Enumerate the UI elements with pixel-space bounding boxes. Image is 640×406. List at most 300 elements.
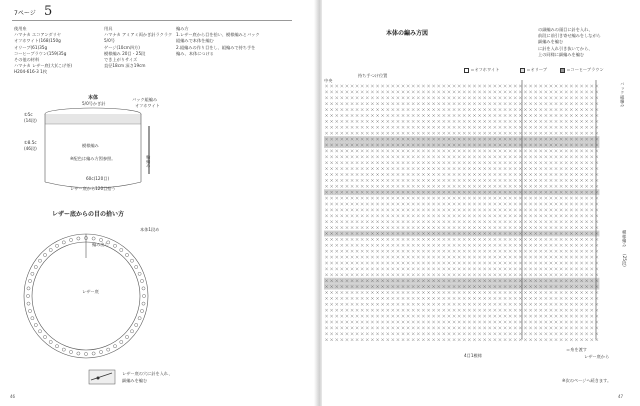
stitch-x bbox=[509, 203, 512, 206]
stitch-x bbox=[473, 114, 476, 117]
stitch-x bbox=[325, 256, 328, 259]
stitch-x bbox=[473, 244, 476, 247]
stitch-x bbox=[504, 161, 507, 164]
stitch-x bbox=[570, 226, 573, 229]
stitch-x bbox=[565, 156, 568, 159]
stitch-x bbox=[468, 102, 471, 105]
stitch-x bbox=[565, 114, 568, 117]
stitch-x bbox=[432, 85, 435, 88]
stitch-x bbox=[534, 338, 537, 341]
stitch-x bbox=[590, 256, 593, 259]
stitch-x bbox=[335, 197, 338, 200]
stitch-x bbox=[560, 91, 563, 94]
stitch-x bbox=[575, 167, 578, 170]
stitch-x bbox=[534, 120, 537, 123]
stitch-x bbox=[366, 321, 369, 324]
stitch-x bbox=[545, 315, 548, 318]
stitch-x bbox=[346, 132, 349, 135]
stitch-x bbox=[443, 244, 446, 247]
stitch-x bbox=[499, 321, 502, 324]
stitch-x bbox=[361, 244, 364, 247]
stitch-x bbox=[504, 268, 507, 271]
stitch-x bbox=[422, 209, 425, 212]
stitch-x bbox=[432, 315, 435, 318]
stitch-x bbox=[335, 91, 338, 94]
stitch-x bbox=[534, 244, 537, 247]
stitch-x bbox=[387, 321, 390, 324]
stitch-x bbox=[366, 238, 369, 241]
stitch-x bbox=[443, 132, 446, 135]
stitch-x bbox=[483, 108, 486, 111]
stitch-x bbox=[550, 297, 553, 300]
stitch-x bbox=[417, 85, 420, 88]
stitch-x bbox=[422, 156, 425, 159]
stitch-x bbox=[575, 268, 578, 271]
stitch-x bbox=[468, 321, 471, 324]
stitch-x bbox=[366, 209, 369, 212]
stitch-x bbox=[550, 156, 553, 159]
stitch-x bbox=[514, 291, 517, 294]
stitch-x bbox=[432, 132, 435, 135]
stitch-x bbox=[478, 321, 481, 324]
stitch-x bbox=[402, 309, 405, 312]
stitch-x bbox=[473, 262, 476, 265]
stitch-x bbox=[325, 114, 328, 117]
stitch-x bbox=[448, 209, 451, 212]
stitch-x bbox=[330, 238, 333, 241]
stitch-x bbox=[570, 291, 573, 294]
stitch-x bbox=[478, 209, 481, 212]
stitch-x bbox=[397, 274, 400, 277]
stitch-x bbox=[371, 315, 374, 318]
stitch-x bbox=[412, 315, 415, 318]
stitch-x bbox=[427, 102, 430, 105]
stitch-x bbox=[397, 309, 400, 312]
stitch-x bbox=[494, 303, 497, 306]
stitch-x bbox=[575, 132, 578, 135]
stitch-x bbox=[555, 173, 558, 176]
stitch-x bbox=[545, 256, 548, 259]
stitch-x bbox=[488, 327, 491, 330]
stitch-x bbox=[565, 215, 568, 218]
stitch-x bbox=[366, 297, 369, 300]
stitch-x bbox=[371, 327, 374, 330]
stitch-x bbox=[545, 203, 548, 206]
stitch-x bbox=[514, 114, 517, 117]
stitch-x bbox=[478, 274, 481, 277]
stitch-x bbox=[534, 91, 537, 94]
stitch-x bbox=[575, 274, 578, 277]
stitch-x bbox=[407, 179, 410, 182]
stitch-x bbox=[392, 256, 395, 259]
stitch-x bbox=[356, 333, 359, 336]
stitch-x bbox=[580, 268, 583, 271]
stitch-x bbox=[397, 120, 400, 123]
stitch-x bbox=[514, 161, 517, 164]
stitch-x bbox=[529, 315, 532, 318]
stitch-x bbox=[585, 250, 588, 253]
stitch-x bbox=[387, 256, 390, 259]
stitch-x bbox=[478, 297, 481, 300]
stitch-x bbox=[545, 126, 548, 129]
stitch-x bbox=[550, 108, 553, 111]
stitch-x bbox=[463, 203, 466, 206]
stitch-x bbox=[361, 268, 364, 271]
stitch-x bbox=[524, 156, 527, 159]
stitch-x bbox=[458, 91, 461, 94]
stitch-x bbox=[534, 102, 537, 105]
stitch-x bbox=[555, 179, 558, 182]
stitch-x bbox=[371, 333, 374, 336]
stitch-x bbox=[330, 185, 333, 188]
stitch-x bbox=[545, 91, 548, 94]
stitch-x bbox=[392, 333, 395, 336]
stitch-x bbox=[361, 179, 364, 182]
stitch-x bbox=[519, 114, 522, 117]
stitch-x bbox=[534, 315, 537, 318]
stitch-x bbox=[437, 244, 440, 247]
stitch-x bbox=[427, 132, 430, 135]
stitch-x bbox=[325, 244, 328, 247]
stitch-x bbox=[463, 209, 466, 212]
stitch-hole bbox=[113, 345, 116, 348]
stitch-x bbox=[335, 126, 338, 129]
stitch-x bbox=[504, 185, 507, 188]
stitch-x bbox=[361, 102, 364, 105]
stitch-x bbox=[453, 321, 456, 324]
stitch-x bbox=[488, 156, 491, 159]
stitch-x bbox=[539, 209, 542, 212]
stitch-x bbox=[478, 167, 481, 170]
stitch-x bbox=[397, 179, 400, 182]
stitch-x bbox=[453, 91, 456, 94]
stitch-x bbox=[412, 179, 415, 182]
stitch-x bbox=[432, 108, 435, 111]
stitch-x bbox=[427, 150, 430, 153]
stitch-x bbox=[458, 114, 461, 117]
stitch-x bbox=[519, 91, 522, 94]
stitch-x bbox=[397, 126, 400, 129]
stitch-x bbox=[330, 215, 333, 218]
stitch-x bbox=[412, 108, 415, 111]
stitch-x bbox=[325, 274, 328, 277]
stitch-hole bbox=[62, 348, 65, 351]
stitch-x bbox=[575, 220, 578, 223]
stitch-x bbox=[427, 303, 430, 306]
stitch-x bbox=[570, 97, 573, 100]
stitch-x bbox=[381, 256, 384, 259]
stitch-x bbox=[539, 185, 542, 188]
stitch-x bbox=[468, 197, 471, 200]
stitch-x bbox=[376, 108, 379, 111]
stitch-x bbox=[483, 321, 486, 324]
stitch-x bbox=[524, 268, 527, 271]
stitch-x bbox=[560, 120, 563, 123]
stitch-x bbox=[550, 85, 553, 88]
stitch-x bbox=[504, 303, 507, 306]
stitch-x bbox=[504, 321, 507, 324]
stitch-x bbox=[397, 185, 400, 188]
stitch-x bbox=[504, 91, 507, 94]
stitch-x bbox=[483, 226, 486, 229]
stitch-x bbox=[325, 338, 328, 341]
legend-note-line: に針を入れ引き抜いてから、 bbox=[538, 45, 593, 51]
stitch-x bbox=[325, 209, 328, 212]
stitch-x bbox=[529, 102, 532, 105]
stitch-x bbox=[387, 250, 390, 253]
stitch-x bbox=[555, 167, 558, 170]
stitch-x bbox=[514, 179, 517, 182]
stitch-x bbox=[448, 327, 451, 330]
stitch-x bbox=[448, 203, 451, 206]
stitch-x bbox=[555, 333, 558, 336]
stitch-x bbox=[585, 120, 588, 123]
stitch-x bbox=[483, 185, 486, 188]
stitch-x bbox=[335, 238, 338, 241]
stitch-x bbox=[580, 244, 583, 247]
stitch-x bbox=[371, 274, 374, 277]
stitch-x bbox=[514, 167, 517, 170]
stitch-x bbox=[432, 327, 435, 330]
stitch-x bbox=[346, 91, 349, 94]
stitch-x bbox=[397, 102, 400, 105]
stitch-x bbox=[366, 268, 369, 271]
stitch-x bbox=[580, 156, 583, 159]
stitch-x bbox=[417, 126, 420, 129]
stitch-x bbox=[325, 108, 328, 111]
stitch-x bbox=[417, 309, 420, 312]
stitch-x bbox=[335, 297, 338, 300]
stitch-x bbox=[458, 161, 461, 164]
stitch-x bbox=[524, 120, 527, 123]
stitch-x bbox=[371, 297, 374, 300]
stitch-x bbox=[417, 268, 420, 271]
stitch-x bbox=[417, 185, 420, 188]
legend-notes bbox=[538, 27, 601, 58]
stitch-x bbox=[453, 167, 456, 170]
stitch-x bbox=[330, 262, 333, 265]
stitch-x bbox=[351, 321, 354, 324]
stitch-x bbox=[330, 291, 333, 294]
stitch-x bbox=[473, 156, 476, 159]
stitch-x bbox=[397, 327, 400, 330]
stitch-x bbox=[575, 226, 578, 229]
stitch-x bbox=[341, 85, 344, 88]
stitch-x bbox=[494, 215, 497, 218]
stitch-x bbox=[397, 238, 400, 241]
stitch-x bbox=[473, 274, 476, 277]
stitch-x bbox=[483, 256, 486, 259]
stitch-x bbox=[504, 132, 507, 135]
stitch-x bbox=[437, 161, 440, 164]
stitch-x bbox=[580, 185, 583, 188]
shaded-row bbox=[324, 136, 599, 142]
stitch-x bbox=[412, 173, 415, 176]
stitch-x bbox=[463, 297, 466, 300]
stitch-x bbox=[478, 203, 481, 206]
stitch-hole bbox=[55, 244, 58, 247]
stitch-x bbox=[473, 256, 476, 259]
hook-illustration bbox=[88, 368, 118, 388]
stitch-x bbox=[590, 262, 593, 265]
stitch-x bbox=[590, 291, 593, 294]
stitch-x bbox=[560, 179, 563, 182]
stitch-x bbox=[366, 156, 369, 159]
stitch-x bbox=[585, 333, 588, 336]
stitch-hole bbox=[28, 279, 31, 282]
stitch-x bbox=[468, 215, 471, 218]
stitch-x bbox=[330, 220, 333, 223]
stitch-x bbox=[545, 303, 548, 306]
stitch-x bbox=[468, 315, 471, 318]
stitch-x bbox=[529, 250, 532, 253]
stitch-x bbox=[371, 226, 374, 229]
stitch-x bbox=[534, 327, 537, 330]
stitch-x bbox=[417, 327, 420, 330]
stitch-x bbox=[463, 262, 466, 265]
stitch-x bbox=[422, 126, 425, 129]
stitch-x bbox=[570, 333, 573, 336]
stitch-x bbox=[437, 321, 440, 324]
stitch-x bbox=[453, 150, 456, 153]
stitch-x bbox=[412, 274, 415, 277]
stitch-x bbox=[356, 126, 359, 129]
stitch-x bbox=[514, 338, 517, 341]
stitch-x bbox=[448, 321, 451, 324]
stitch-x bbox=[458, 85, 461, 88]
stitch-x bbox=[387, 185, 390, 188]
bag-diagram bbox=[38, 106, 158, 196]
stitch-x bbox=[560, 161, 563, 164]
stitch-x bbox=[407, 291, 410, 294]
stitch-x bbox=[356, 215, 359, 218]
stitch-x bbox=[555, 91, 558, 94]
stitch-x bbox=[437, 268, 440, 271]
stitch-x bbox=[514, 321, 517, 324]
stitch-x bbox=[519, 315, 522, 318]
stitch-x bbox=[539, 197, 542, 200]
stitch-x bbox=[509, 338, 512, 341]
stitch-x bbox=[483, 268, 486, 271]
stitch-x bbox=[483, 209, 486, 212]
stitch-x bbox=[575, 120, 578, 123]
stitch-x bbox=[494, 185, 497, 188]
stitch-x bbox=[590, 333, 593, 336]
stitch-x bbox=[458, 309, 461, 312]
stitch-x bbox=[381, 185, 384, 188]
stitch-x bbox=[524, 215, 527, 218]
stitch-x bbox=[524, 291, 527, 294]
stitch-x bbox=[478, 197, 481, 200]
stitch-x bbox=[504, 179, 507, 182]
stitch-x bbox=[330, 161, 333, 164]
stitch-x bbox=[427, 262, 430, 265]
stitch-x bbox=[407, 126, 410, 129]
stitch-x bbox=[514, 102, 517, 105]
stitch-x bbox=[387, 238, 390, 241]
stitch-x bbox=[356, 303, 359, 306]
stitch-x bbox=[427, 274, 430, 277]
stitch-x bbox=[524, 203, 527, 206]
stitch-x bbox=[422, 132, 425, 135]
stitch-x bbox=[550, 126, 553, 129]
stitch-x bbox=[387, 97, 390, 100]
stitch-x bbox=[545, 262, 548, 265]
stitch-x bbox=[458, 274, 461, 277]
stitch-x bbox=[580, 321, 583, 324]
stitch-x bbox=[387, 132, 390, 135]
stitch-x bbox=[392, 215, 395, 218]
stitch-x bbox=[366, 203, 369, 206]
stitch-x bbox=[524, 315, 527, 318]
stitch-x bbox=[463, 268, 466, 271]
stitch-x bbox=[580, 226, 583, 229]
stitch-x bbox=[565, 327, 568, 330]
stitch-hole bbox=[142, 287, 145, 290]
stitch-x bbox=[387, 262, 390, 265]
stitch-x bbox=[539, 256, 542, 259]
stitch-x bbox=[381, 156, 384, 159]
stitch-x bbox=[366, 303, 369, 306]
stitch-x bbox=[550, 209, 553, 212]
stitch-x bbox=[392, 161, 395, 164]
stitch-x bbox=[514, 120, 517, 123]
stitch-x bbox=[478, 338, 481, 341]
stitch-x bbox=[381, 238, 384, 241]
stitch-x bbox=[580, 262, 583, 265]
stitch-x bbox=[555, 274, 558, 277]
stitch-x bbox=[550, 197, 553, 200]
stitch-x bbox=[488, 120, 491, 123]
knit-label: 編み出し bbox=[92, 242, 109, 247]
stitch-x bbox=[585, 268, 588, 271]
stitch-x bbox=[509, 114, 512, 117]
stitch-x bbox=[392, 102, 395, 105]
stitch-x bbox=[590, 220, 593, 223]
stitch-x bbox=[356, 150, 359, 153]
stitch-x bbox=[565, 220, 568, 223]
stitch-x bbox=[417, 220, 420, 223]
stitch-x bbox=[351, 197, 354, 200]
stitch-x bbox=[463, 173, 466, 176]
stitch-x bbox=[417, 226, 420, 229]
stitch-x bbox=[351, 167, 354, 170]
stitch-x bbox=[351, 291, 354, 294]
stitch-x bbox=[422, 226, 425, 229]
stitch-x bbox=[499, 97, 502, 100]
stitch-x bbox=[366, 126, 369, 129]
stitch-x bbox=[407, 303, 410, 306]
stitch-x bbox=[514, 91, 517, 94]
stitch-x bbox=[366, 173, 369, 176]
stitch-x bbox=[376, 203, 379, 206]
stitch-x bbox=[417, 173, 420, 176]
stitch-x bbox=[565, 303, 568, 306]
stitch-x bbox=[381, 120, 384, 123]
stitch-x bbox=[458, 108, 461, 111]
stitch-x bbox=[575, 156, 578, 159]
stitch-x bbox=[468, 268, 471, 271]
stitch-x bbox=[519, 150, 522, 153]
stitch-x bbox=[565, 250, 568, 253]
stitch-x bbox=[504, 156, 507, 159]
stitch-x bbox=[371, 250, 374, 253]
stitch-x bbox=[453, 85, 456, 88]
stitch-x bbox=[432, 114, 435, 117]
stitch-x bbox=[499, 102, 502, 105]
stitch-x bbox=[550, 250, 553, 253]
stitch-x bbox=[427, 321, 430, 324]
